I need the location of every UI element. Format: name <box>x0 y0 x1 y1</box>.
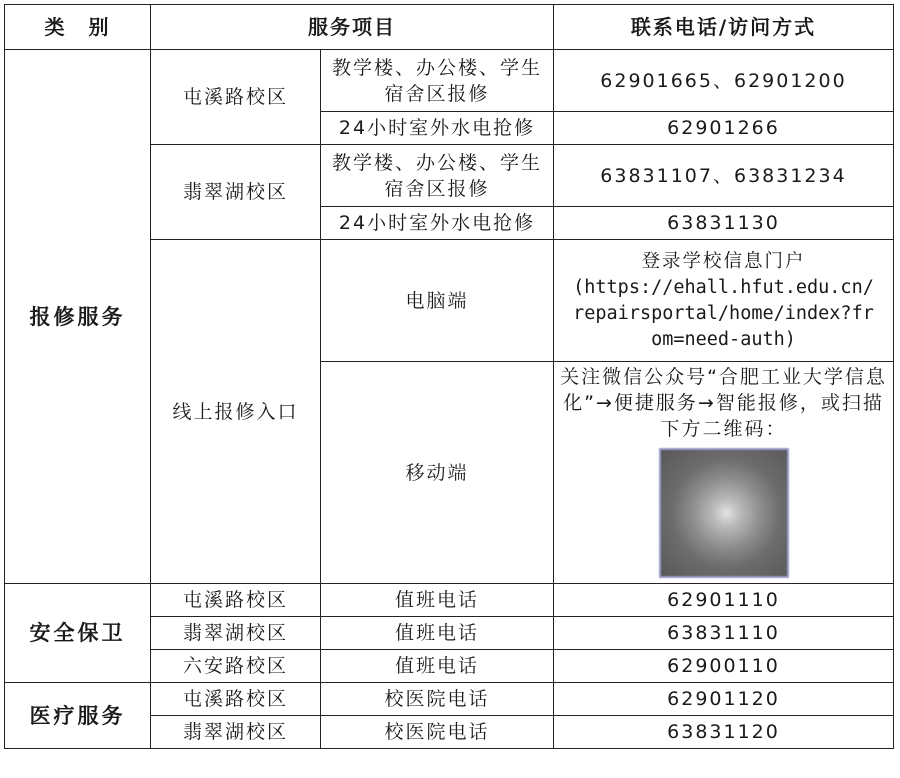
header-service: 服务项目 <box>151 5 554 50</box>
campus-cell: 翡翠湖校区 <box>151 617 321 650</box>
mobile-label-cell: 移动端 <box>321 362 554 584</box>
pc-url-line: repairsportal/home/index?fr <box>573 302 874 324</box>
phone-cell: 63831120 <box>554 716 894 749</box>
table-row <box>5 683 894 716</box>
pc-url-line: om=need-auth) <box>651 328 796 350</box>
campus-cell: 屯溪路校区 <box>151 584 321 617</box>
service-item-cell: 值班电话 <box>321 650 554 683</box>
phone-cell: 62900110 <box>554 650 894 683</box>
campus-cell: 屯溪路校区 <box>151 50 321 145</box>
phone-cell: 63831130 <box>554 207 894 240</box>
phone-cell: 63831110 <box>554 617 894 650</box>
pc-url-line: (https://ehall.hfut.edu.cn/ <box>573 276 874 298</box>
phone-cell: 62901120 <box>554 683 894 716</box>
pc-access-intro: 登录学校信息门户 <box>641 250 806 272</box>
service-item-cell: 教学楼、办公楼、学生宿舍区报修 <box>321 145 554 207</box>
campus-cell: 翡翠湖校区 <box>151 145 321 240</box>
service-item-cell: 值班电话 <box>321 617 554 650</box>
category-medical: 医疗服务 <box>5 683 151 749</box>
table-row <box>5 50 894 112</box>
header-row <box>5 5 894 50</box>
campus-cell: 六安路校区 <box>151 650 321 683</box>
header-contact: 联系电话/访问方式 <box>554 5 894 50</box>
online-entry-cell: 线上报修入口 <box>151 240 321 584</box>
table-row <box>5 584 894 617</box>
service-item-cell: 24小时室外水电抢修 <box>321 112 554 145</box>
service-item-cell: 24小时室外水电抢修 <box>321 207 554 240</box>
header-category: 类 别 <box>5 5 151 50</box>
mobile-access-cell <box>554 362 894 584</box>
service-item-cell: 校医院电话 <box>321 683 554 716</box>
service-item-cell: 值班电话 <box>321 584 554 617</box>
campus-cell: 屯溪路校区 <box>151 683 321 716</box>
phone-cell: 62901266 <box>554 112 894 145</box>
phone-cell: 62901665、62901200 <box>554 50 894 112</box>
qr-code-image[interactable] <box>659 448 789 578</box>
service-item-cell: 校医院电话 <box>321 716 554 749</box>
service-item-cell: 教学楼、办公楼、学生宿舍区报修 <box>321 50 554 112</box>
service-contact-table <box>4 4 894 749</box>
category-repair: 报修服务 <box>5 50 151 584</box>
pc-label-cell: 电脑端 <box>321 240 554 362</box>
pc-access-cell <box>554 240 894 362</box>
campus-cell: 翡翠湖校区 <box>151 716 321 749</box>
mobile-access-text: 关注微信公众号“合肥工业大学信息化”→便捷服务→智能报修，或扫描下方二维码： <box>560 365 887 440</box>
phone-cell: 63831107、63831234 <box>554 145 894 207</box>
phone-cell: 62901110 <box>554 584 894 617</box>
category-security: 安全保卫 <box>5 584 151 683</box>
